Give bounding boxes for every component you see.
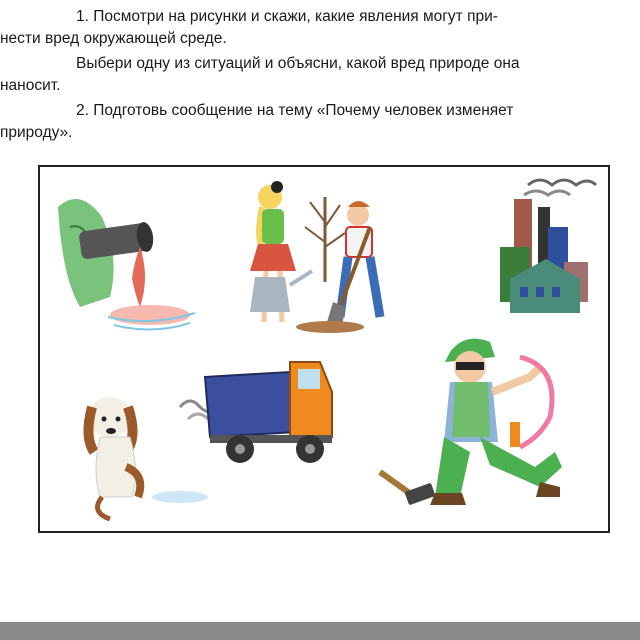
bottom-gray-bar <box>0 622 640 640</box>
task-item-1-line-2: нести вред окружающей среде. <box>0 29 227 47</box>
factory-smoke-illustration <box>500 180 596 313</box>
sad-dog-puddle-illustration <box>88 397 208 519</box>
welder-worker-illustration <box>430 339 562 505</box>
smoking-dump-truck-illustration <box>180 362 332 463</box>
task-item-1b-line-2: наносит. <box>0 76 61 94</box>
task-item-2 <box>0 100 604 143</box>
polluted-water-pipe-illustration <box>58 199 195 330</box>
task-text <box>0 6 604 147</box>
illustration-frame <box>38 165 610 533</box>
task-item-1-line-1: 1. Посмотри на рисунки и скажи, какие явления могут при- <box>76 8 498 25</box>
task-item-2-line-2: природу». <box>0 123 73 141</box>
children-planting-tree-illustration <box>250 181 380 333</box>
task-item-1b-line-1: Выбери одну из ситуаций и объясни, какой вред природе она <box>76 55 520 72</box>
hammer-illustration <box>380 472 436 505</box>
illustration-canvas <box>40 167 610 533</box>
task-item-1 <box>0 6 604 49</box>
task-item-2-line-1: 2. Подготовь сообщение на тему «Почему человек изменяет <box>76 102 514 119</box>
task-item-1b <box>0 53 604 96</box>
